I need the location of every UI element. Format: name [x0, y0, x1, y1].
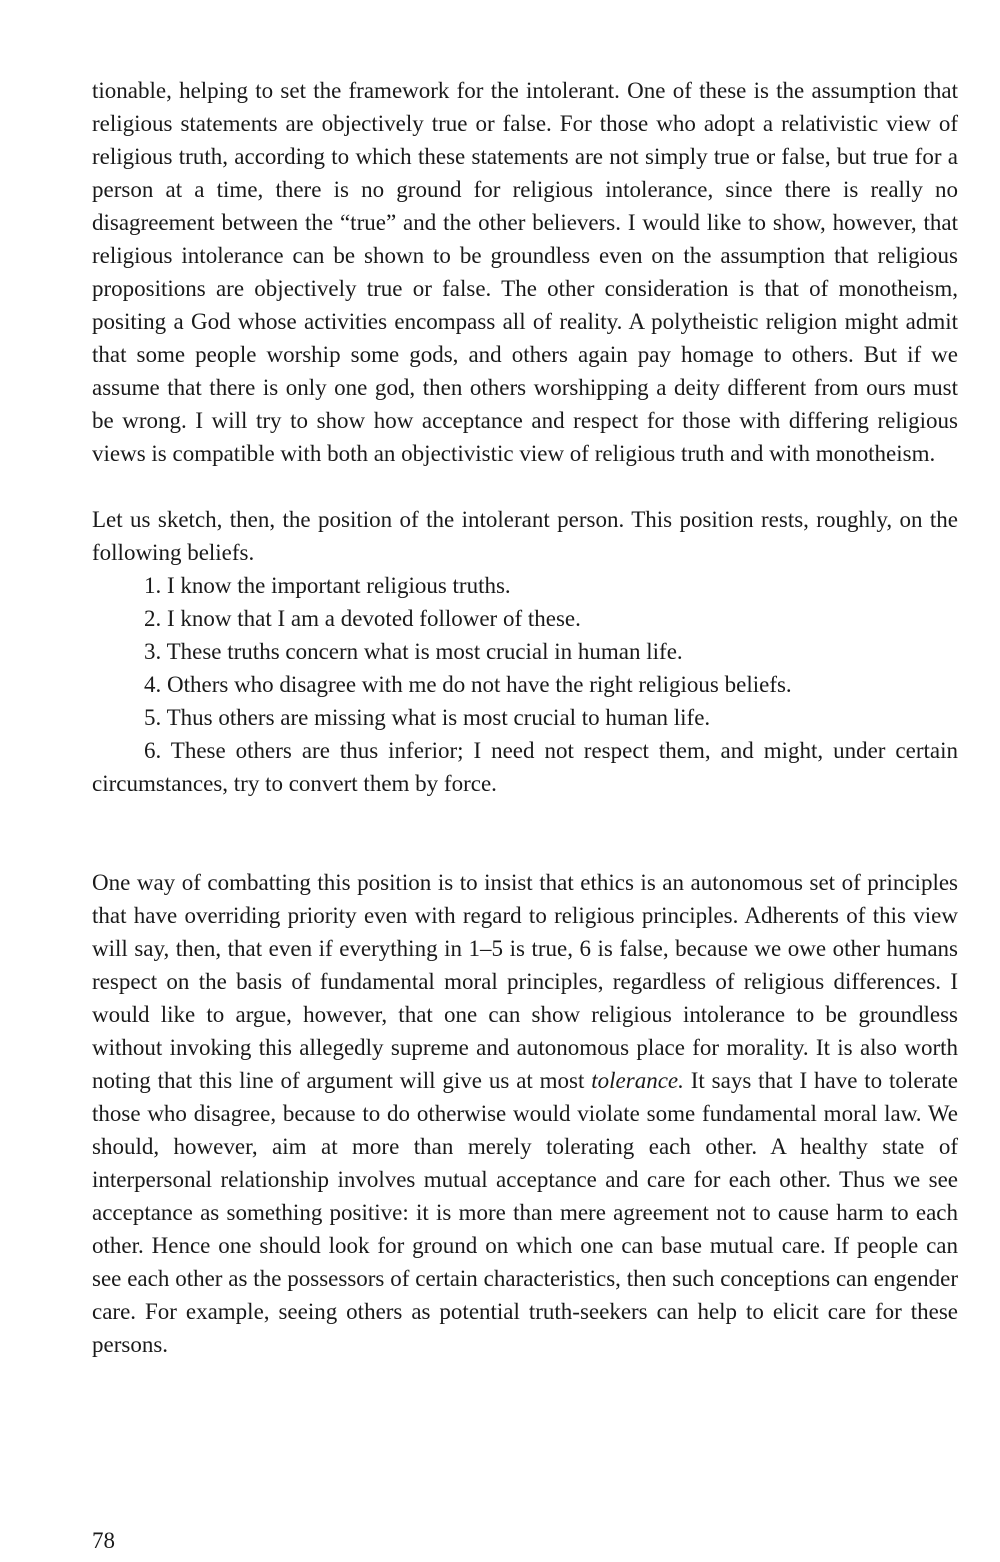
- section-gap: [92, 800, 958, 866]
- paragraph-ethics-text-b: It says that I have to tolerate those who disagree, because to do otherwise would violate some fundamental moral law. We should, however, aim at more than merely tolerating each other. A healthy state of interpersonal relationship involves mutual acceptance and care for each other. Thus we see acceptance as something positive: it is more than mere agreement not to cause harm to each other. Hence one should look for ground on which one can base mutual care. If people can see each other as the possessors of certain characteristics, then such conceptions can engender care. For example, seeing others as potential truth-seekers can help to elicit care for these persons.: [92, 1068, 958, 1357]
- belief-item-4: 4. Others who disagree with me do not have the right religious beliefs.: [144, 672, 792, 697]
- page-number: 78: [92, 1528, 115, 1553]
- beliefs-list: [92, 569, 958, 800]
- paragraph-ethics-text-a: One way of combatting this position is to insist that ethics is an autonomous set of principles that have overriding priority even with regard to religious principles. Adherents of this view will say, then, that even if everything in 1–5 is true, 6 is false, because we owe other humans respect on the basis of fundamental moral principles, regardless of religious differences. I would like to argue, however, that one can show religious intolerance to be groundless without invoking this allegedly supreme and autonomous place for morality. It is also worth noting that this line of argument will give us at most: [92, 870, 958, 1093]
- belief-item-5: 5. Thus others are missing what is most crucial to human life.: [144, 705, 711, 730]
- emphasis-tolerance: tolerance.: [591, 1068, 684, 1093]
- paragraph-position-sketch: Let us sketch, then, the position of the intolerant person. This position rests, roughly, on the following beliefs.: [92, 507, 958, 565]
- belief-item-3: 3. These truths concern what is most crucial in human life.: [144, 639, 683, 664]
- paragraph-ethics-argument: [92, 866, 958, 1361]
- belief-item-1: 1. I know the important religious truths.: [144, 573, 511, 598]
- belief-item-6: 6. These others are thus inferior; I need not respect them, and might, under certain circumstances, try to convert them by force.: [92, 738, 958, 796]
- page-body: [92, 74, 958, 1361]
- belief-item-2: 2. I know that I am a devoted follower of these.: [144, 606, 581, 631]
- paragraph-intro: tionable, helping to set the framework for the intolerant. One of these is the assumption that religious statements are objectively true or false. For those who adopt a relativistic view of religious truth, according to which these statements are not simply true or false, but true for a person at a time, there is no ground for religious intolerance, since there is really no disagreement between the “true” and the other believers. I would like to show, however, that religious intolerance can be shown to be groundless even on the assumption that religious propositions are objectively true or false. The other consideration is that of monotheism, positing a God whose activities encompass all of reality. A polytheistic religion might admit that some people worship some gods, and others again pay homage to others. But if we assume that there is only one god, then others worshipping a deity different from ours must be wrong. I will try to show how acceptance and respect for those with differing religious views is compatible with both an objectivistic view of religious truth and with monotheism.: [92, 78, 958, 466]
